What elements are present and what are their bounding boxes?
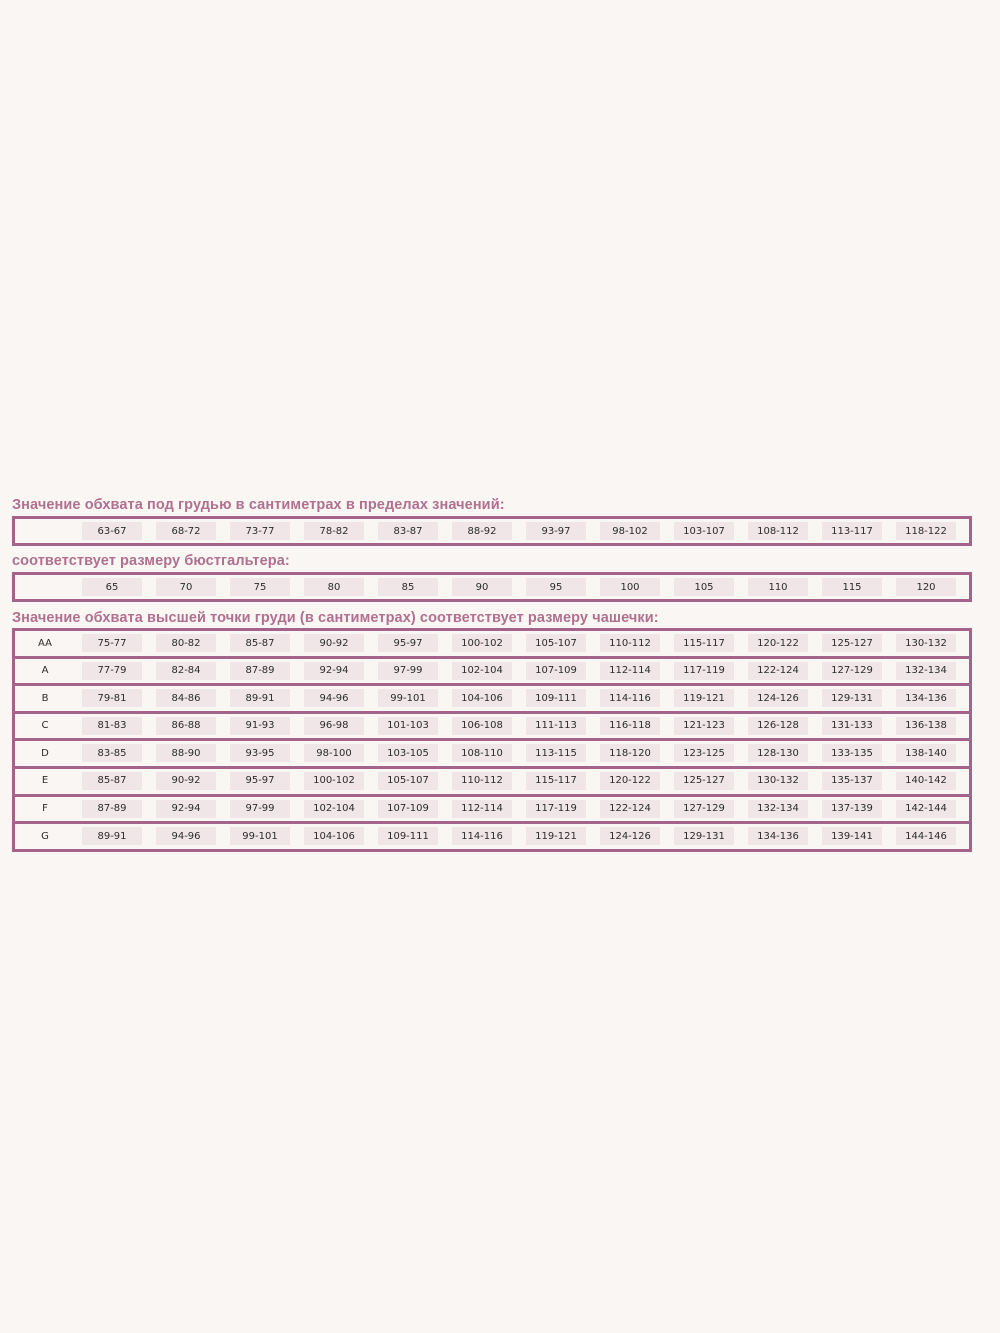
band-cell: 100 <box>600 578 660 596</box>
cup-cell: 134-136 <box>896 689 956 707</box>
cup-row <box>15 738 969 766</box>
cup-label: D <box>41 747 49 759</box>
cup-row <box>15 683 969 711</box>
cup-cell: 142-144 <box>896 800 956 818</box>
cup-cell: 83-85 <box>82 744 142 762</box>
cup-cell: 106-108 <box>452 717 512 735</box>
cup-cell: 91-93 <box>230 717 290 735</box>
cup-cell: 77-79 <box>82 662 142 680</box>
cup-row <box>15 656 969 684</box>
band-cell: 115 <box>822 578 882 596</box>
cup-cell: 125-127 <box>822 634 882 652</box>
cup-cell: 135-137 <box>822 772 882 790</box>
cup-cell: 94-96 <box>304 689 364 707</box>
cup-cell: 104-106 <box>304 827 364 845</box>
cup-cell: 110-112 <box>452 772 512 790</box>
cup-cell: 113-115 <box>526 744 586 762</box>
cup-cell: 138-140 <box>896 744 956 762</box>
cup-cell: 92-94 <box>304 662 364 680</box>
cup-cell: 85-87 <box>82 772 142 790</box>
band-row <box>15 575 969 599</box>
cup-cell: 123-125 <box>674 744 734 762</box>
cup-cell: 130-132 <box>896 634 956 652</box>
cup-label: G <box>41 830 49 842</box>
cup-cell: 112-114 <box>600 662 660 680</box>
cup-cell: 144-146 <box>896 827 956 845</box>
cup-cell: 97-99 <box>378 662 438 680</box>
underbust-cell: 78-82 <box>304 522 364 540</box>
cup-cell: 117-119 <box>526 800 586 818</box>
cup-cell: 108-110 <box>452 744 512 762</box>
cup-cell: 133-135 <box>822 744 882 762</box>
band-cell: 75 <box>230 578 290 596</box>
row-label <box>27 578 87 596</box>
cup-cell: 103-105 <box>378 744 438 762</box>
cup-cell: 114-116 <box>600 689 660 707</box>
cup-cell: 100-102 <box>452 634 512 652</box>
cup-cell: 121-123 <box>674 717 734 735</box>
cup-cell: 102-104 <box>304 800 364 818</box>
cup-row <box>15 821 969 849</box>
cup-label: AA <box>38 637 52 649</box>
cup-cell: 118-120 <box>600 744 660 762</box>
band-cell: 80 <box>304 578 364 596</box>
cup-cell: 90-92 <box>304 634 364 652</box>
cup-row <box>15 766 969 794</box>
cup-cell: 111-113 <box>526 717 586 735</box>
cup-cell: 132-134 <box>748 800 808 818</box>
band-cell: 95 <box>526 578 586 596</box>
cup-cell: 75-77 <box>82 634 142 652</box>
band-cell: 85 <box>378 578 438 596</box>
cup-cell: 137-139 <box>822 800 882 818</box>
underbust-cell: 113-117 <box>822 522 882 540</box>
underbust-cell: 63-67 <box>82 522 142 540</box>
cup-cell: 116-118 <box>600 717 660 735</box>
cup-cell: 79-81 <box>82 689 142 707</box>
cup-cell: 127-129 <box>822 662 882 680</box>
cup-cell: 126-128 <box>748 717 808 735</box>
band-cell: 110 <box>748 578 808 596</box>
cup-cell: 134-136 <box>748 827 808 845</box>
cup-cell: 131-133 <box>822 717 882 735</box>
cup-cell: 132-134 <box>896 662 956 680</box>
cup-cell: 96-98 <box>304 717 364 735</box>
row-label <box>27 522 87 540</box>
underbust-cell: 118-122 <box>896 522 956 540</box>
cup-cell: 124-126 <box>748 689 808 707</box>
cup-label: B <box>41 692 49 704</box>
cup-cell: 84-86 <box>156 689 216 707</box>
cup-cell: 109-111 <box>378 827 438 845</box>
cup-cell: 101-103 <box>378 717 438 735</box>
underbust-cell: 98-102 <box>600 522 660 540</box>
underbust-cell: 83-87 <box>378 522 438 540</box>
cup-cell: 122-124 <box>600 800 660 818</box>
cup-label: A <box>41 665 49 677</box>
cup-cell: 95-97 <box>230 772 290 790</box>
cup-cell: 102-104 <box>452 662 512 680</box>
cup-cell: 80-82 <box>156 634 216 652</box>
band-cell: 65 <box>82 578 142 596</box>
cup-cell: 107-109 <box>526 662 586 680</box>
cup-cell: 117-119 <box>674 662 734 680</box>
underbust-table <box>12 516 972 546</box>
cup-cell: 92-94 <box>156 800 216 818</box>
band-cell: 70 <box>156 578 216 596</box>
band-table <box>12 572 972 602</box>
cup-cell: 99-101 <box>230 827 290 845</box>
cup-cell: 81-83 <box>82 717 142 735</box>
band-heading: соответствует размеру бюстгальтера: <box>12 553 290 569</box>
cup-cell: 140-142 <box>896 772 956 790</box>
cup-cell: 125-127 <box>674 772 734 790</box>
cup-row <box>15 711 969 739</box>
cup-cell: 115-117 <box>526 772 586 790</box>
cup-cell: 93-95 <box>230 744 290 762</box>
cup-cell: 136-138 <box>896 717 956 735</box>
cup-cell: 99-101 <box>378 689 438 707</box>
cup-cell: 85-87 <box>230 634 290 652</box>
band-cell: 105 <box>674 578 734 596</box>
cup-cell: 107-109 <box>378 800 438 818</box>
cup-cell: 115-117 <box>674 634 734 652</box>
cup-label: C <box>41 720 49 732</box>
cup-label: E <box>41 775 49 787</box>
cup-label: F <box>42 803 48 815</box>
underbust-cell: 73-77 <box>230 522 290 540</box>
cup-cell: 87-89 <box>230 662 290 680</box>
cup-cell: 124-126 <box>600 827 660 845</box>
cup-cell: 87-89 <box>82 800 142 818</box>
cup-cell: 120-122 <box>748 634 808 652</box>
cup-cell: 97-99 <box>230 800 290 818</box>
cup-cell: 130-132 <box>748 772 808 790</box>
cup-cell: 104-106 <box>452 689 512 707</box>
underbust-cell: 103-107 <box>674 522 734 540</box>
cup-cell: 129-131 <box>822 689 882 707</box>
cup-cell: 105-107 <box>526 634 586 652</box>
cup-cell: 119-121 <box>526 827 586 845</box>
cup-cell: 120-122 <box>600 772 660 790</box>
cup-cell: 98-100 <box>304 744 364 762</box>
underbust-cell: 68-72 <box>156 522 216 540</box>
cup-cell: 110-112 <box>600 634 660 652</box>
underbust-cell: 108-112 <box>748 522 808 540</box>
underbust-heading: Значение обхвата под грудью в сантиметрах в пределах значений: <box>12 497 505 513</box>
band-cell: 90 <box>452 578 512 596</box>
cup-cell: 86-88 <box>156 717 216 735</box>
cup-cell: 109-111 <box>526 689 586 707</box>
cup-cell: 89-91 <box>82 827 142 845</box>
cup-size-table <box>12 628 972 852</box>
cup-cell: 82-84 <box>156 662 216 680</box>
cup-cell: 128-130 <box>748 744 808 762</box>
cup-cell: 129-131 <box>674 827 734 845</box>
underbust-row <box>15 519 969 543</box>
cup-cell: 127-129 <box>674 800 734 818</box>
cup-row <box>15 794 969 822</box>
cup-cell: 114-116 <box>452 827 512 845</box>
cup-cell: 139-141 <box>822 827 882 845</box>
underbust-cell: 93-97 <box>526 522 586 540</box>
cup-cell: 112-114 <box>452 800 512 818</box>
cup-cell: 89-91 <box>230 689 290 707</box>
cup-cell: 95-97 <box>378 634 438 652</box>
underbust-cell: 88-92 <box>452 522 512 540</box>
cup-cell: 90-92 <box>156 772 216 790</box>
cup-cell: 88-90 <box>156 744 216 762</box>
cup-row <box>15 631 969 656</box>
cup-cell: 94-96 <box>156 827 216 845</box>
cup-cell: 119-121 <box>674 689 734 707</box>
cup-heading: Значение обхвата высшей точки груди (в сантиметрах) соответствует размеру чашечки: <box>12 610 659 626</box>
band-cell: 120 <box>896 578 956 596</box>
cup-cell: 100-102 <box>304 772 364 790</box>
cup-cell: 122-124 <box>748 662 808 680</box>
cup-cell: 105-107 <box>378 772 438 790</box>
